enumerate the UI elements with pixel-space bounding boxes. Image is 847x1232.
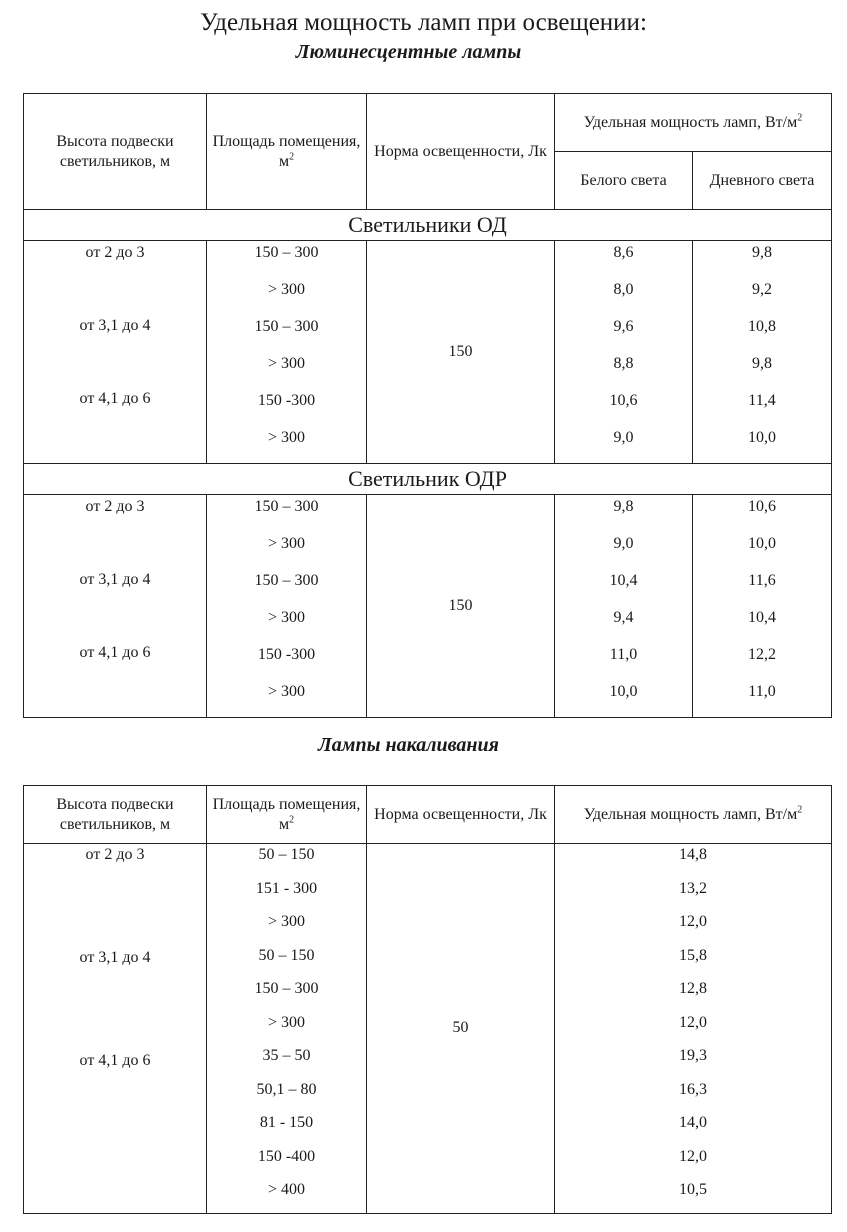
table-cell: от 2 до 3 (85, 498, 145, 515)
table-cell: 12,0 (679, 1147, 707, 1165)
table-cell: от 4,1 до 6 (79, 1052, 151, 1069)
table-cell: 10,8 (748, 318, 776, 335)
table-cell: 13,2 (679, 879, 707, 897)
table-cell: 12,2 (748, 646, 776, 663)
height-cell (24, 495, 207, 718)
table-cell: 150 – 300 (254, 244, 319, 261)
fluorescent-subtitle: Люминесцентные лампы (295, 41, 522, 63)
table-cell: 12,0 (679, 913, 707, 930)
norm-cell: 50 (367, 844, 555, 1214)
table-cell: 10,6 (609, 392, 638, 409)
table-cell: > 300 (267, 683, 306, 700)
white-light-cell (555, 241, 693, 464)
table-cell: 16,3 (679, 1080, 707, 1098)
table-cell: 150 – 300 (254, 980, 319, 997)
header-power: Удельная мощность ламп, $Вт/м^2$ (555, 94, 832, 152)
header-area: Площадь помещения, $м^2$ (207, 786, 367, 844)
table-cell: 10,4 (609, 572, 638, 589)
table-cell: > 300 (267, 1013, 306, 1031)
table-cell: 150 – 300 (254, 318, 319, 335)
table-cell: 35 – 50 (262, 1047, 311, 1064)
table-cell: 150 – 300 (254, 498, 319, 515)
table-cell: 12,8 (679, 980, 707, 997)
table-cell: 9,8 (613, 498, 634, 515)
section-title: Светильник ОДР (24, 464, 832, 495)
table-cell: 10,6 (748, 498, 776, 515)
table-cell: от 3,1 до 4 (79, 949, 151, 966)
table-cell: 9,8 (752, 355, 772, 372)
table-cell: 14,8 (679, 846, 707, 863)
table-cell: 10,0 (748, 535, 776, 552)
area-cell (207, 495, 367, 718)
table-cell: 11,4 (748, 392, 776, 409)
table-cell: от 2 до 3 (85, 244, 145, 261)
table-cell: 11,6 (748, 572, 776, 589)
norm-cell: 150 (367, 495, 555, 718)
table-cell: 150 -300 (257, 392, 316, 409)
table-cell: 81 - 150 (259, 1114, 314, 1131)
table-cell: 10,5 (679, 1181, 707, 1198)
area-cell (207, 241, 367, 464)
table-cell: от 4,1 до 6 (79, 644, 151, 661)
incandescent-table (23, 785, 832, 1214)
table-cell: > 400 (267, 1181, 306, 1198)
table-cell: 50 – 150 (258, 846, 315, 863)
table-cell: 10,0 (748, 429, 776, 446)
table-cell: 10,0 (609, 683, 638, 700)
table-cell: 15,8 (679, 946, 707, 964)
area-cell (207, 844, 367, 1214)
fluorescent-table (23, 93, 832, 718)
table-cell: 19,3 (679, 1047, 707, 1064)
height-cell (24, 844, 207, 1214)
table-cell: 150 – 300 (254, 572, 319, 589)
table-cell: 150 -400 (257, 1147, 316, 1165)
table-cell: от 3,1 до 4 (79, 317, 151, 334)
table-cell: > 300 (267, 535, 306, 552)
table-cell: 9,6 (613, 318, 634, 335)
table-cell: 9,0 (613, 429, 634, 446)
page-title: Удельная мощность ламп при освещении: (200, 9, 647, 36)
table-cell: 50,1 – 80 (256, 1080, 317, 1098)
table-cell: от 4,1 до 6 (79, 390, 151, 407)
norm-cell: 150 (367, 241, 555, 464)
table-cell: 11,0 (609, 646, 638, 663)
table-cell: 14,0 (679, 1114, 707, 1131)
table-cell: 9,8 (752, 244, 772, 261)
table-cell: 12,0 (679, 1013, 707, 1031)
table-cell: от 2 до 3 (85, 846, 145, 863)
table-cell: 150 -300 (257, 646, 316, 663)
table-cell: > 300 (267, 913, 306, 930)
header-norm: Норма освещенности, Лк (367, 94, 555, 210)
header-height: Высота подвески светильников, м (24, 786, 207, 844)
table-cell: 10,4 (748, 609, 776, 626)
header-white-light: Белого света (555, 152, 693, 210)
incandescent-subtitle: Лампы накаливания (318, 734, 499, 756)
table-cell: > 300 (267, 355, 306, 372)
power-cell (555, 844, 832, 1214)
table-cell: 8,8 (613, 355, 634, 372)
table-cell: > 300 (267, 281, 306, 298)
table-cell: 151 - 300 (255, 879, 318, 897)
header-power: Удельная мощность ламп, $Вт/м^2$ (555, 786, 832, 844)
table-cell: от 3,1 до 4 (79, 571, 151, 588)
white-light-cell (555, 495, 693, 718)
daylight-cell (693, 495, 832, 718)
table-cell: 8,6 (613, 244, 634, 261)
table-cell: 9,0 (613, 535, 634, 552)
table-cell: > 300 (267, 429, 306, 446)
section-title: Светильники ОД (24, 210, 832, 241)
header-daylight: Дневного света (693, 152, 832, 210)
table-cell: 9,2 (752, 281, 772, 298)
height-cell (24, 241, 207, 464)
table-cell: > 300 (267, 609, 306, 626)
table-cell: 50 – 150 (258, 946, 315, 964)
table-cell: 8,0 (613, 281, 634, 298)
table-cell: 9,4 (613, 609, 634, 626)
header-height: Высота подвески светильников, м (24, 94, 207, 210)
header-norm: Норма освещенности, Лк (367, 786, 555, 844)
header-area: Площадь помещения, $м^2$ (207, 94, 367, 210)
daylight-cell (693, 241, 832, 464)
table-cell: 11,0 (748, 683, 776, 700)
